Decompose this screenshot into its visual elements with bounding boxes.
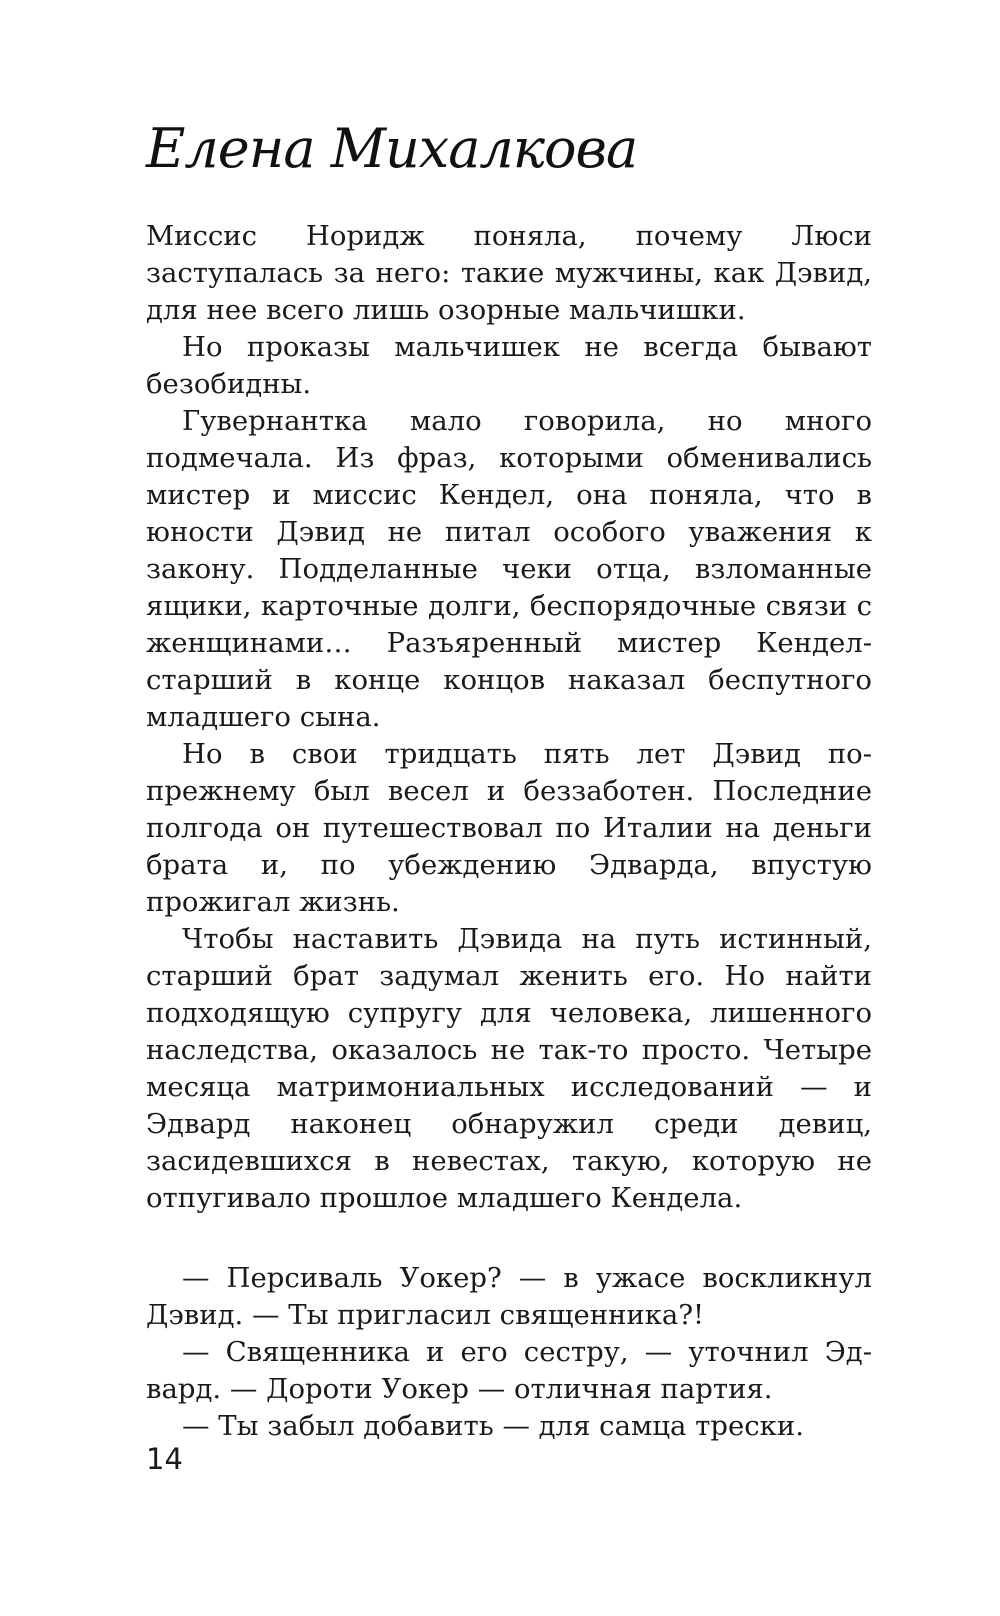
section-break: [146, 1217, 872, 1260]
running-head-author: Елена Михалкова: [146, 117, 638, 180]
dialogue-line: — Священника и его сестру, — уточнил Эдвард. — Дороти Уокер — отличная партия.: [146, 1336, 872, 1405]
page-number: 14: [146, 1442, 183, 1476]
paragraph: Чтобы наставить Дэвида на путь истинный, старший брат задумал женить его. Но найти подходящую супругу для человека, лишенного наследства, оказалось не так-то просто. Четыре месяца матримониальных исследований — и Эдвард наконец обнаружил среди девиц, засидевшихся в невестах, такую, которую не отпугивало прошлое младшего Кендела.: [146, 923, 872, 1214]
paragraph: Но в свои тридцать пять лет Дэвид по-прежнему был весел и беззаботен. Последние полгода он путешествовал по Италии на деньги брата и, по убеждению Эдварда, впустую прожигал жизнь.: [146, 738, 872, 918]
body-text: [146, 218, 872, 1445]
paragraph: Миссис Норидж поняла, почему Люси заступалась за него: такие мужчины, как Дэвид, для нее всего лишь озорные мальчишки.: [146, 220, 872, 326]
dialogue-line: — Ты забыл добавить — для самца трески.: [182, 1410, 804, 1442]
paragraph: Гувернантка мало говорила, но много подмечала. Из фраз, которыми обменивались мистер и миссис Кендел, она поняла, что в юности Дэвид не питал особого уважения к закону. Подделанные чеки отца, взломанные ящики, карточные долги, беспорядочные связи с женщинами… Разъяренный мистер Кендел-старший в конце концов наказал беспутного младшего сына.: [146, 405, 872, 733]
dialogue-line: — Персиваль Уокер? — в ужасе воскликнул Дэвид. — Ты пригласил священника?!: [146, 1262, 872, 1331]
paragraph: Но проказы мальчишек не всегда бывают безобидны.: [146, 331, 872, 400]
